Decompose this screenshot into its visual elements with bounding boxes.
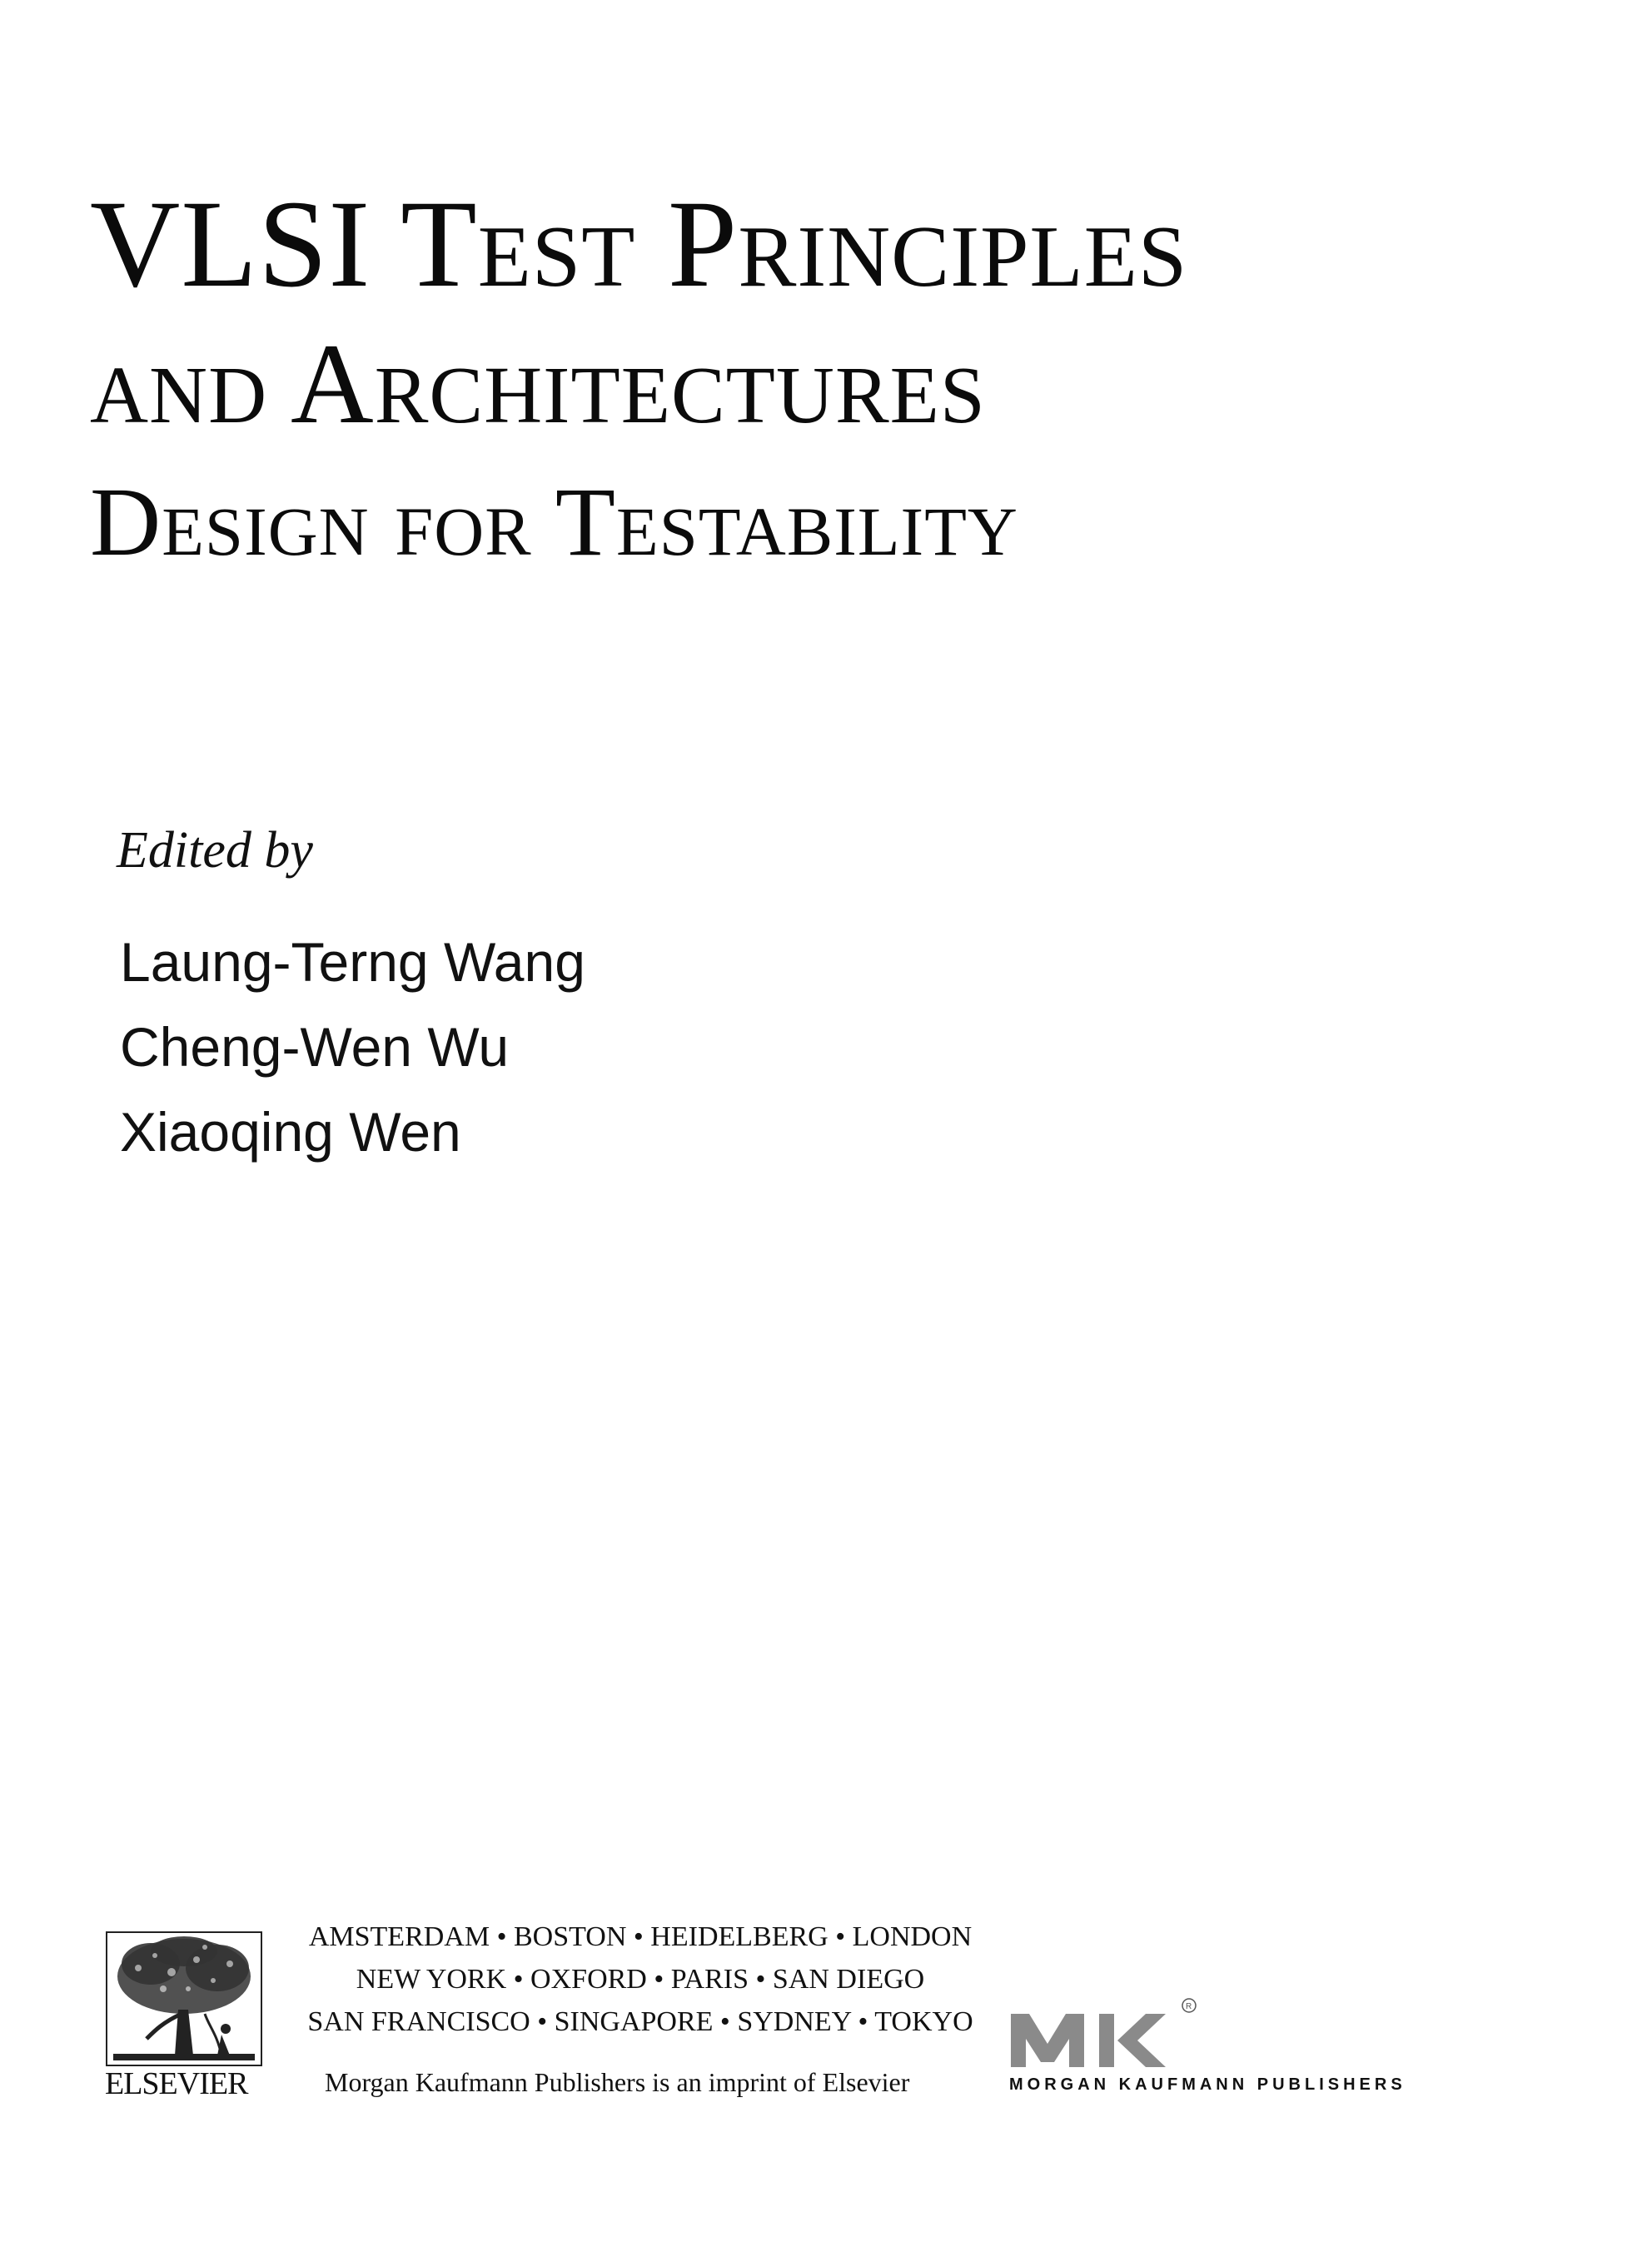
- imprint-note: Morgan Kaufmann Publishers is an imprint of Elsevier: [325, 2067, 910, 2097]
- svg-text:R: R: [1186, 2002, 1192, 2011]
- editors-list: [120, 919, 585, 1174]
- cities-line: AMSTERDAM • BOSTON • HEIDELBERG • LONDON: [308, 1921, 973, 1952]
- book-title: [90, 175, 1505, 576]
- cities-line: SAN FRANCISCO • SINGAPORE • SYDNEY • TOKYO: [307, 2006, 973, 2037]
- title-line-1: VLSI Test Principles: [90, 175, 1188, 313]
- editor-name: Xiaoqing Wen: [120, 1101, 461, 1163]
- mk-publisher-name: MORGAN KAUFMANN PUBLISHERS: [1009, 2075, 1406, 2094]
- editor-name: Laung-Terng Wang: [120, 931, 585, 993]
- edited-by-label: Edited by: [117, 822, 313, 879]
- mk-logo: [1008, 1995, 1207, 2072]
- publisher-cities: [295, 1916, 986, 2043]
- elsevier-wordmark: ELSEVIER: [105, 2066, 248, 2101]
- editor-name: Cheng-Wen Wu: [120, 1016, 510, 1078]
- title-line-2: and Architectures: [90, 320, 986, 447]
- subtitle: Design for Testability: [90, 467, 1018, 576]
- cities-line: NEW YORK • OXFORD • PARIS • SAN DIEGO: [356, 1964, 925, 1995]
